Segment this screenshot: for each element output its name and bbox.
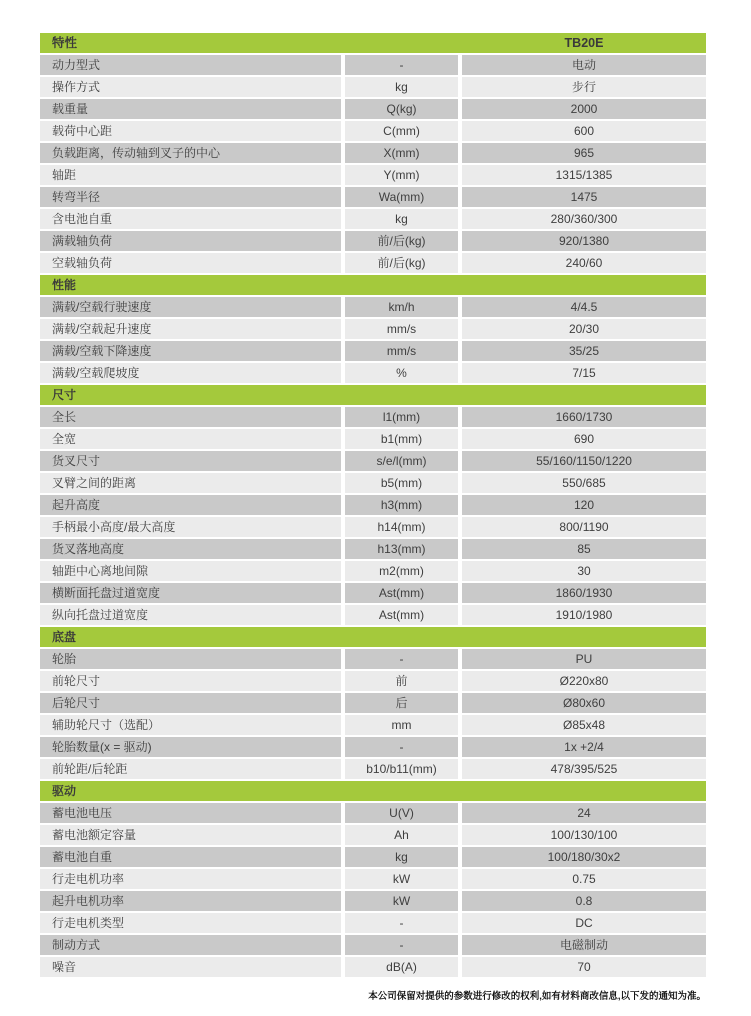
table-row — [40, 187, 706, 207]
spec-unit: h3(mm) — [345, 495, 458, 515]
spec-label: 手柄最小高度/最大高度 — [40, 517, 341, 537]
spec-unit: m2(mm) — [345, 561, 458, 581]
section-title: 性能 — [52, 278, 77, 292]
spec-label: 轮胎 — [40, 649, 341, 669]
section-header-row — [40, 275, 706, 295]
spec-value: 85 — [462, 539, 706, 559]
spec-unit: 后 — [345, 693, 458, 713]
spec-value: 100/130/100 — [462, 825, 706, 845]
spec-value: 步行 — [462, 77, 706, 97]
spec-unit: kg — [345, 847, 458, 867]
spec-value: 30 — [462, 561, 706, 581]
spec-label: 动力型式 — [40, 55, 341, 75]
spec-unit: l1(mm) — [345, 407, 458, 427]
table-row — [40, 935, 706, 955]
section-header-row — [40, 385, 706, 405]
spec-unit: h14(mm) — [345, 517, 458, 537]
table-header-row — [40, 33, 706, 53]
spec-value: 800/1190 — [462, 517, 706, 537]
spec-label: 行走电机类型 — [40, 913, 341, 933]
spec-label: 叉臂之间的距离 — [40, 473, 341, 493]
disclaimer-text: 本公司保留对提供的参数进行修改的权利,如有材料商改信息,以下发的通知为准。 — [368, 991, 706, 1002]
spec-unit: dB(A) — [345, 957, 458, 977]
table-row — [40, 209, 706, 229]
spec-unit: b10/b11(mm) — [345, 759, 458, 779]
spec-unit: Q(kg) — [345, 99, 458, 119]
table-row — [40, 737, 706, 757]
table-row — [40, 715, 706, 735]
spec-value: 4/4.5 — [462, 297, 706, 317]
spec-label: 载荷中心距 — [40, 121, 341, 141]
spec-label: 转弯半径 — [40, 187, 341, 207]
spec-value: 2000 — [462, 99, 706, 119]
table-row — [40, 759, 706, 779]
table-row — [40, 253, 706, 273]
spec-value: 100/180/30x2 — [462, 847, 706, 867]
spec-value: 电动 — [462, 55, 706, 75]
spec-label: 前轮尺寸 — [40, 671, 341, 691]
table-row — [40, 649, 706, 669]
spec-value: 7/15 — [462, 363, 706, 383]
spec-label: 载重量 — [40, 99, 341, 119]
spec-value: 70 — [462, 957, 706, 977]
table-row — [40, 407, 706, 427]
spec-unit: km/h — [345, 297, 458, 317]
spec-unit: Wa(mm) — [345, 187, 458, 207]
table-row — [40, 297, 706, 317]
table-row — [40, 561, 706, 581]
spec-unit: U(V) — [345, 803, 458, 823]
table-row — [40, 957, 706, 977]
spec-value: 920/1380 — [462, 231, 706, 251]
spec-value: 550/685 — [462, 473, 706, 493]
table-row — [40, 99, 706, 119]
spec-unit: % — [345, 363, 458, 383]
table-row — [40, 363, 706, 383]
spec-unit: mm/s — [345, 341, 458, 361]
spec-unit: kg — [345, 77, 458, 97]
spec-label: 轴距中心离地间隙 — [40, 561, 341, 581]
spec-unit: - — [345, 55, 458, 75]
table-row — [40, 539, 706, 559]
spec-label: 满载/空载下降速度 — [40, 341, 341, 361]
table-row — [40, 891, 706, 911]
table-row — [40, 121, 706, 141]
header-model-label: TB20E — [564, 35, 604, 50]
table-row — [40, 143, 706, 163]
spec-value: 20/30 — [462, 319, 706, 339]
spec-unit: - — [345, 935, 458, 955]
spec-label: 行走电机功率 — [40, 869, 341, 889]
spec-unit: s/e/l(mm) — [345, 451, 458, 471]
spec-value: 1910/1980 — [462, 605, 706, 625]
header-unit-cell — [345, 33, 458, 53]
spec-label: 轮胎数量(x = 驱动) — [40, 737, 341, 757]
spec-unit: 前/后(kg) — [345, 253, 458, 273]
spec-value: 600 — [462, 121, 706, 141]
spec-unit: mm — [345, 715, 458, 735]
table-row — [40, 913, 706, 933]
spec-label: 货叉落地高度 — [40, 539, 341, 559]
spec-label: 制动方式 — [40, 935, 341, 955]
spec-label: 操作方式 — [40, 77, 341, 97]
table-row — [40, 451, 706, 471]
spec-label: 满载/空载行驶速度 — [40, 297, 341, 317]
spec-value: PU — [462, 649, 706, 669]
table-row — [40, 473, 706, 493]
spec-label: 噪音 — [40, 957, 341, 977]
spec-value: 1315/1385 — [462, 165, 706, 185]
spec-value: 120 — [462, 495, 706, 515]
spec-value: 0.75 — [462, 869, 706, 889]
spec-value: 478/395/525 — [462, 759, 706, 779]
spec-label: 前轮距/后轮距 — [40, 759, 341, 779]
section-title: 驱动 — [52, 784, 77, 798]
spec-value: 280/360/300 — [462, 209, 706, 229]
spec-unit: Y(mm) — [345, 165, 458, 185]
table-row — [40, 517, 706, 537]
spec-label: 轴距 — [40, 165, 341, 185]
table-row — [40, 869, 706, 889]
spec-label: 起升高度 — [40, 495, 341, 515]
spec-unit: b1(mm) — [345, 429, 458, 449]
table-row — [40, 77, 706, 97]
spec-unit: kW — [345, 891, 458, 911]
spec-value: Ø220x80 — [462, 671, 706, 691]
section-header-row — [40, 781, 706, 801]
spec-label: 全长 — [40, 407, 341, 427]
spec-table — [40, 33, 706, 979]
spec-label: 负载距离，传动轴到叉子的中心 — [40, 143, 341, 163]
spec-unit: X(mm) — [345, 143, 458, 163]
spec-label: 横断面托盘过道宽度 — [40, 583, 341, 603]
spec-label: 后轮尺寸 — [40, 693, 341, 713]
spec-label: 纵向托盘过道宽度 — [40, 605, 341, 625]
spec-value: 1x +2/4 — [462, 737, 706, 757]
table-row — [40, 55, 706, 75]
spec-label: 全宽 — [40, 429, 341, 449]
table-row — [40, 231, 706, 251]
spec-value: 1660/1730 — [462, 407, 706, 427]
table-row — [40, 429, 706, 449]
spec-value: Ø80x60 — [462, 693, 706, 713]
spec-value: DC — [462, 913, 706, 933]
spec-label: 含电池自重 — [40, 209, 341, 229]
spec-value: 电磁制动 — [462, 935, 706, 955]
spec-value: 35/25 — [462, 341, 706, 361]
spec-unit: Ast(mm) — [345, 605, 458, 625]
table-row — [40, 825, 706, 845]
table-body — [40, 55, 706, 977]
table-row — [40, 495, 706, 515]
header-feature-label: 特性 — [52, 35, 78, 50]
spec-unit: h13(mm) — [345, 539, 458, 559]
spec-unit: kW — [345, 869, 458, 889]
table-row — [40, 341, 706, 361]
spec-value: 690 — [462, 429, 706, 449]
spec-label: 起升电机功率 — [40, 891, 341, 911]
spec-value: 965 — [462, 143, 706, 163]
spec-label: 空载轴负荷 — [40, 253, 341, 273]
spec-unit: - — [345, 913, 458, 933]
spec-unit: kg — [345, 209, 458, 229]
spec-unit: - — [345, 649, 458, 669]
spec-value: 55/160/1150/1220 — [462, 451, 706, 471]
spec-value: Ø85x48 — [462, 715, 706, 735]
spec-label: 货叉尺寸 — [40, 451, 341, 471]
spec-unit: mm/s — [345, 319, 458, 339]
spec-value: 0.8 — [462, 891, 706, 911]
section-title: 尺寸 — [52, 388, 77, 402]
spec-label: 蓄电池额定容量 — [40, 825, 341, 845]
spec-value: 240/60 — [462, 253, 706, 273]
table-row — [40, 693, 706, 713]
spec-unit: Ah — [345, 825, 458, 845]
spec-label: 蓄电池自重 — [40, 847, 341, 867]
spec-unit: Ast(mm) — [345, 583, 458, 603]
table-row — [40, 583, 706, 603]
table-row — [40, 165, 706, 185]
spec-label: 满载轴负荷 — [40, 231, 341, 251]
table-row — [40, 319, 706, 339]
section-title: 底盘 — [52, 630, 77, 644]
spec-label: 辅助轮尺寸（选配） — [40, 715, 341, 735]
spec-label: 满载/空载爬坡度 — [40, 363, 341, 383]
table-row — [40, 671, 706, 691]
spec-value: 1475 — [462, 187, 706, 207]
section-header-row — [40, 627, 706, 647]
table-row — [40, 605, 706, 625]
spec-unit: 前/后(kg) — [345, 231, 458, 251]
spec-unit: 前 — [345, 671, 458, 691]
spec-value: 1860/1930 — [462, 583, 706, 603]
spec-label: 蓄电池电压 — [40, 803, 341, 823]
table-row — [40, 803, 706, 823]
spec-unit: C(mm) — [345, 121, 458, 141]
spec-unit: b5(mm) — [345, 473, 458, 493]
table-row — [40, 847, 706, 867]
spec-unit: - — [345, 737, 458, 757]
spec-value: 24 — [462, 803, 706, 823]
spec-label: 满载/空载起升速度 — [40, 319, 341, 339]
